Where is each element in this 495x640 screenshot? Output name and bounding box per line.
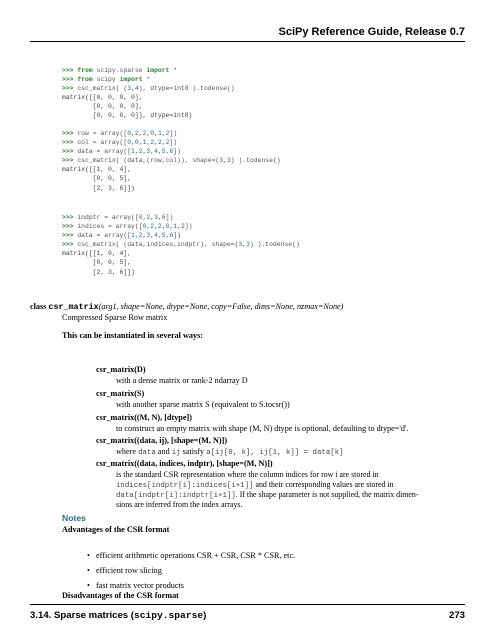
advantage-item: • efficient arithmetic operations CSR + CSR, CSR * CSR, etc. xyxy=(96,551,295,560)
class-args: (arg1, shape=None, dtype=None, copy=False, dims=None, nzmax=None) xyxy=(98,302,344,311)
instantiate-heading: This can be instantiated in several ways: xyxy=(62,331,204,340)
form-coo-head: csr_matrix((data, ij), [shape=(M, N)]) xyxy=(96,436,228,445)
class-keyword: class xyxy=(30,302,47,311)
code-line: matrix([[0, 0, 0, 0], xyxy=(62,94,143,102)
code-line: [2, 3, 6]]) xyxy=(62,184,135,192)
form-csr-desc-4: sions are inferred from the index arrays. xyxy=(116,500,243,509)
code-line: >>> csc_matrix( (data,(row,col)), shape=(3,3) ).todense() xyxy=(62,157,281,165)
form-sparse-head: csr_matrix(S) xyxy=(96,389,145,398)
code-line: [0, 0, 5], xyxy=(62,259,132,267)
code-line: >>> from scipy.sparse import * xyxy=(62,67,178,74)
footer-section: 3.14. Sparse matrices (scipy.sparse) xyxy=(30,610,207,621)
form-csr-head: csr_matrix((data, indices, indptr), [shape=(M, N)]) xyxy=(96,459,273,468)
code-block-csc-coo xyxy=(62,129,281,193)
form-shape-head: csr_matrix((M, N), [dtype]) xyxy=(96,413,192,422)
code-block-csc-empty xyxy=(62,66,235,121)
code-line: >>> csc_matrix( (3,4), dtype=int8 ).todense() xyxy=(62,85,235,93)
class-name: csr_matrix xyxy=(48,302,99,312)
form-sparse-desc: with another sparse matrix S (equivalent to S.tocsr()) xyxy=(116,400,290,409)
advantages-heading: Advantages of the CSR format xyxy=(62,525,170,534)
form-csr-desc-1: is the standard CSR representation where the column indices for row i are stored in xyxy=(116,470,379,479)
advantage-item: • efficient row slicing xyxy=(96,566,162,575)
code-line: matrix([[1, 0, 4], xyxy=(62,250,132,258)
code-line: >>> csc_matrix( (data,indices,indptr), shape=(3,3) ).todense() xyxy=(62,241,300,249)
code-line: [0, 0, 0, 0]], dtype=int8) xyxy=(62,112,193,120)
code-block-csc-csc xyxy=(62,213,300,277)
running-header: SciPy Reference Guide, Release 0.7 xyxy=(278,26,465,38)
form-shape-desc: to construct an empty matrix with shape (M, N) dtype is optional, defaulting to dtype='d'. xyxy=(116,424,409,433)
code-line: >>> indptr = array([0,2,3,6]) xyxy=(62,214,174,221)
code-line: >>> row = array([0,2,2,0,1,2]) xyxy=(62,130,178,137)
form-csr-desc-2: indices[indptr[i]:indices[i+1]] and their corresponding values are stored in xyxy=(116,480,394,490)
advantage-item: • fast matrix vector products xyxy=(96,581,184,590)
code-line: >>> data = array([1,2,3,4,5,6]) xyxy=(62,148,181,156)
form-dense-desc: with a dense matrix or rank-2 ndarray D xyxy=(116,376,248,385)
code-line: matrix([[1, 0, 4], xyxy=(62,166,132,174)
code-line: >>> from scipy import * xyxy=(62,76,151,84)
disadvantages-heading: Disadvantages of the CSR format xyxy=(62,591,179,600)
code-line: >>> col = array([0,0,1,2,2,2]) xyxy=(62,139,178,147)
form-coo-desc: where data and ij satisfy a[ij[0, k], ij[1, k]] = data[k] xyxy=(116,447,344,457)
code-line: [2, 3, 6]]) xyxy=(62,268,135,276)
form-dense-head: csr_matrix(D) xyxy=(96,365,146,374)
header-rule xyxy=(30,41,465,42)
page-number: 273 xyxy=(448,610,465,621)
code-line: [0, 0, 0, 0], xyxy=(62,103,143,111)
code-line: >>> data = array([1,2,3,4,5,6]) xyxy=(62,232,181,240)
notes-heading: Notes xyxy=(62,513,86,523)
class-summary: Compressed Sparse Row matrix xyxy=(62,313,168,322)
form-csr-desc-3: data[indptr[i]:indptr[i+1]]. If the shape parameter is not supplied, the matrix dimen- xyxy=(116,490,419,500)
class-signature xyxy=(30,302,343,312)
code-line: [0, 0, 5], xyxy=(62,175,132,183)
footer-rule xyxy=(30,604,465,605)
code-line: >>> indices = array([0,2,2,0,1,2]) xyxy=(62,223,193,231)
